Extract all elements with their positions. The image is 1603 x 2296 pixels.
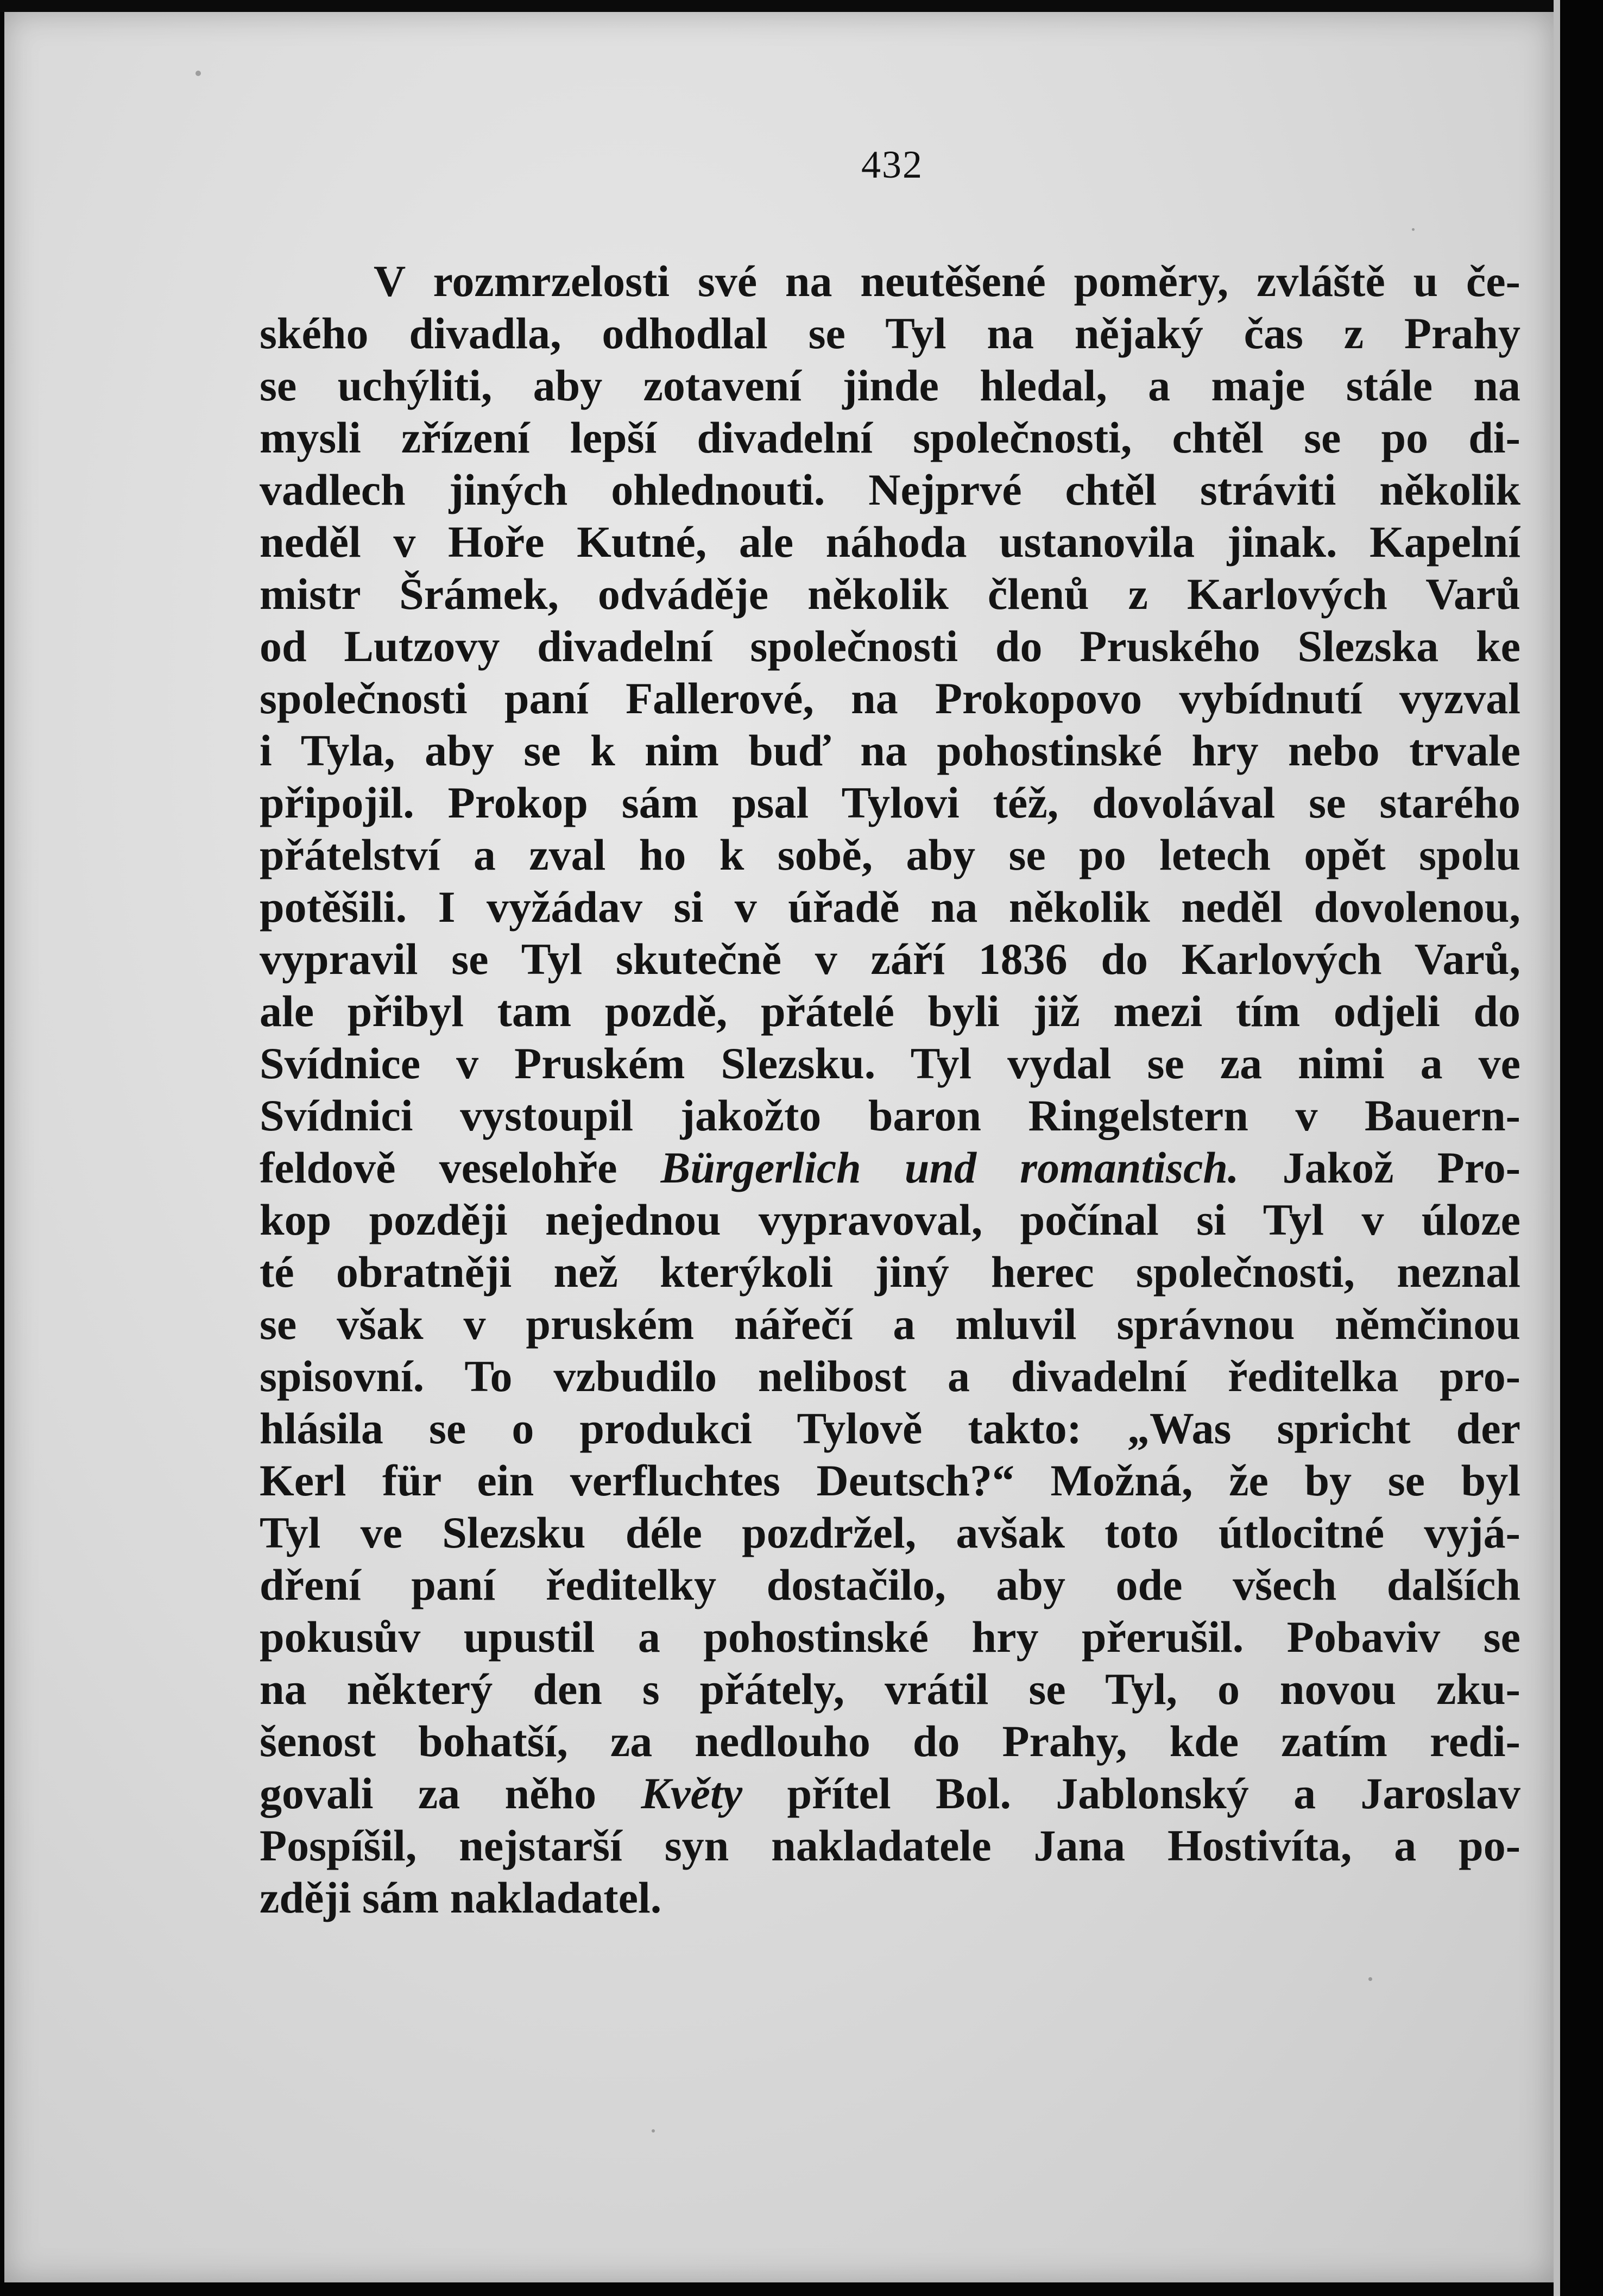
text-segment: společnosti paní Fallerové, na Prokopovo vybídnutí vyzval	[260, 674, 1520, 723]
text-line	[260, 360, 1520, 412]
text-line	[260, 1402, 1520, 1455]
page-number: 432	[861, 143, 923, 186]
text-line	[260, 1872, 1520, 1924]
italic-title: Květy	[641, 1769, 743, 1818]
text-segment: ale přibyl tam pozdě, přátelé byli již mezi tím odjeli do	[260, 986, 1520, 1036]
text-segment: připojil. Prokop sám psal Tylovi též, dovolával se starého	[260, 778, 1520, 827]
text-segment: se však v pruském nářečí a mluvil správnou němčinou	[260, 1299, 1520, 1349]
text-line	[260, 620, 1520, 672]
text-segment: té obratněji než kterýkoli jiný herec společnosti, neznal	[260, 1247, 1520, 1297]
text-segment: Pospíšil, nejstarší syn nakladatele Jana Hostivíta, a po-	[260, 1821, 1520, 1870]
text-segment: mysli zřízení lepší divadelní společnosti, chtěl se po di-	[260, 413, 1520, 462]
text-segment: šenost bohatší, za nedlouho do Prahy, kde zatím redi-	[260, 1716, 1520, 1766]
text-line	[260, 307, 1520, 360]
text-segment: hlásila se o produkci Tylově takto: „Was spricht der	[260, 1404, 1520, 1453]
text-segment: Tyl ve Slezsku déle pozdržel, avšak toto útlocitné vyjá-	[260, 1508, 1520, 1557]
text-segment: spisovní. To vzbudilo nelibost a divadelní ředitelka pro-	[260, 1351, 1520, 1401]
paper-speck	[1368, 1977, 1372, 1981]
text-segment: govali za něho	[260, 1769, 641, 1818]
text-line	[260, 672, 1520, 725]
text-segment: se uchýliti, aby zotavení jinde hledal, a maje stále na	[260, 361, 1520, 410]
paper-speck	[195, 71, 201, 76]
text-line	[260, 1090, 1520, 1142]
text-segment: pokusův upustil a pohostinské hry přerušil. Pobaviv se	[260, 1612, 1520, 1662]
text-line	[260, 933, 1520, 985]
text-segment: kop později nejednou vypravoval, počínal si Tyl v úloze	[260, 1195, 1520, 1244]
text-line	[260, 881, 1520, 933]
scan-top-border	[0, 0, 1603, 12]
text-segment: Svídnici vystoupil jakožto baron Ringelstern v Bauern-	[260, 1091, 1520, 1140]
text-segment: Kerl für ein verfluchtes Deutsch?“ Možná, že by se byl	[260, 1456, 1520, 1505]
text-line	[260, 464, 1520, 516]
text-segment: vypravil se Tyl skutečně v září 1836 do Karlových Varů,	[260, 934, 1520, 984]
text-line	[260, 1194, 1520, 1246]
text-segment: na některý den s přátely, vrátil se Tyl, o novou zku-	[260, 1664, 1520, 1714]
text-segment: Svídnice v Pruském Slezsku. Tyl vydal se za nimi a ve	[260, 1039, 1520, 1088]
text-segment: vadlech jiných ohlednouti. Nejprvé chtěl stráviti několik	[260, 465, 1520, 514]
text-line	[260, 412, 1520, 464]
text-line	[260, 1820, 1520, 1872]
text-segment: zději sám nakladatel.	[260, 1873, 662, 1922]
paper-speck	[652, 2129, 655, 2133]
text-line	[260, 1611, 1520, 1663]
text-line	[260, 829, 1520, 881]
text-line	[260, 1559, 1520, 1611]
scan-right-border	[1560, 0, 1603, 2296]
text-line	[260, 1455, 1520, 1507]
text-line	[260, 1507, 1520, 1559]
text-segment: feldově veselohře	[260, 1143, 661, 1192]
text-line	[260, 725, 1520, 777]
text-line	[260, 516, 1520, 568]
text-segment: od Lutzovy divadelní společnosti do Pruského Slezska ke	[260, 621, 1520, 671]
text-segment: potěšili. I vyžádav si v úřadě na několik neděl dovolenou,	[260, 882, 1520, 932]
text-segment: dření paní ředitelky dostačilo, aby ode všech dalších	[260, 1560, 1520, 1609]
text-line	[260, 1142, 1520, 1194]
text-line	[260, 1350, 1520, 1402]
text-line	[260, 1298, 1520, 1350]
paper-speck	[1412, 228, 1415, 231]
text-line	[260, 1246, 1520, 1298]
text-segment: přátelství a zval ho k sobě, aby se po letech opět spolu	[260, 830, 1520, 879]
text-line	[260, 1767, 1520, 1820]
italic-title: Bürgerlich und romantisch.	[660, 1143, 1239, 1192]
body-text	[260, 255, 1520, 1924]
text-segment: i Tyla, aby se k nim buď na pohostinské hry nebo trvale	[260, 726, 1520, 775]
text-segment: přítel Bol. Jablonský a Jaroslav	[742, 1769, 1520, 1818]
text-line	[260, 568, 1520, 620]
text-line	[260, 1663, 1520, 1715]
text-line	[260, 1715, 1520, 1767]
text-segment: ského divadla, odhodlal se Tyl na nějaký čas z Prahy	[260, 309, 1520, 358]
text-line	[260, 1037, 1520, 1090]
text-segment: V rozmrzelosti své na neutěšené poměry, zvláště u če-	[374, 256, 1520, 306]
text-line	[260, 777, 1520, 829]
text-line	[260, 255, 1520, 307]
paper-right-edge	[1554, 0, 1560, 2296]
text-segment: neděl v Hoře Kutné, ale náhoda ustanovila jinak. Kapelní	[260, 517, 1520, 567]
text-line	[260, 985, 1520, 1037]
text-segment: mistr Šrámek, odváděje několik členů z Karlových Varů	[260, 569, 1520, 619]
text-segment: Jakož Pro-	[1239, 1143, 1520, 1192]
